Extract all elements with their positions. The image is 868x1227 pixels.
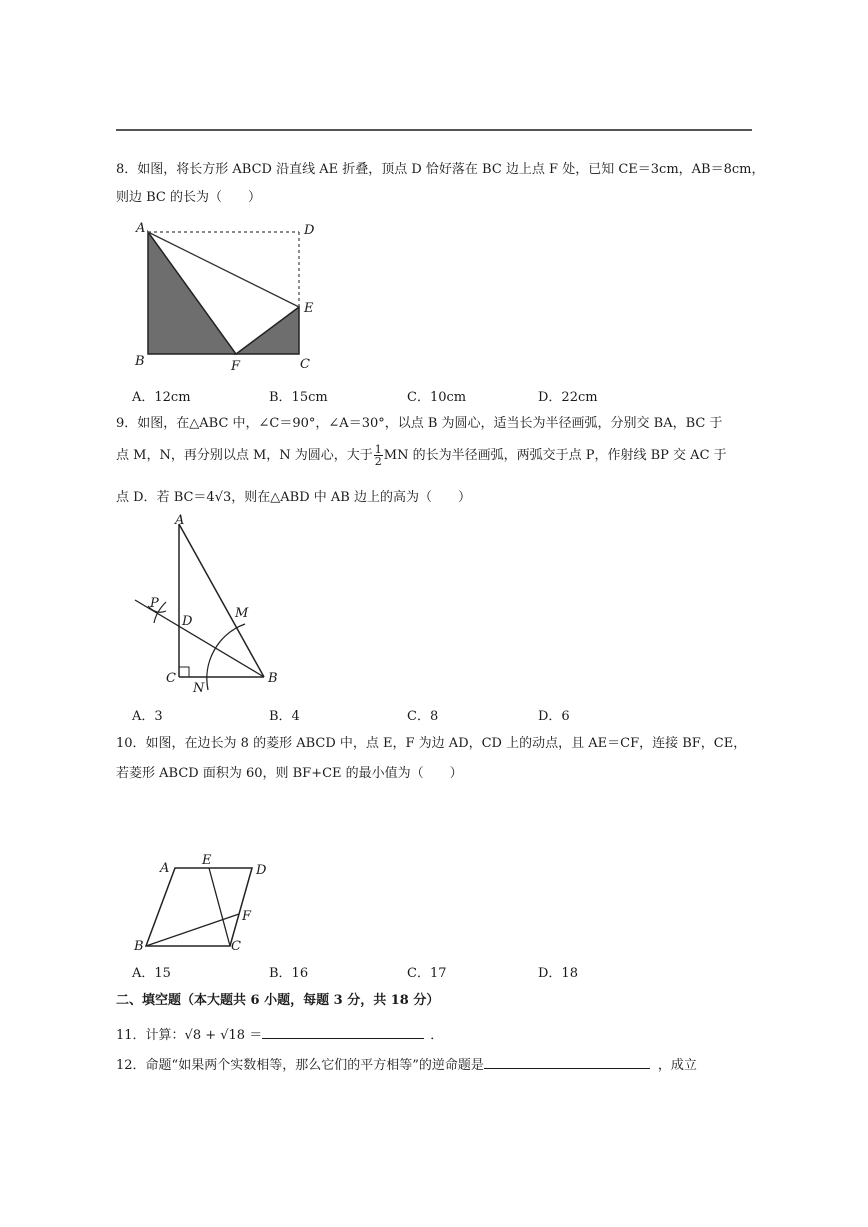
- q8-stem-line1: 8．如图，将长方形 ABCD 沿直线 AE 折叠，顶点 D 恰好落在 BC 边上点 F 处，已知 CE＝3cm，AB＝8cm，: [116, 162, 765, 177]
- q12-line: [116, 1054, 697, 1076]
- q10-option-d: D．18: [538, 966, 578, 981]
- q9-line2-pre: 点 M，N，再分别以点 M，N 为圆心，大于: [116, 448, 373, 463]
- q11-answer-blank[interactable]: [262, 1024, 424, 1039]
- q12-answer-blank[interactable]: [484, 1054, 650, 1069]
- q8-label-f: F: [231, 359, 241, 374]
- q9-stem-line3: 点 D．若 BC＝4√3，则在△ABD 中 AB 边上的高为（ ）: [116, 490, 471, 505]
- q8-shaded-triangle-abf: [148, 232, 236, 354]
- section-2-heading: 二、填空题（本大题共 6 小题，每题 3 分，共 18 分）: [116, 993, 440, 1008]
- q10-stem-line1: 10．如图，在边长为 8 的菱形 ABCD 中，点 E，F 为边 AD，CD 上的动点，且 AE＝CF，连接 BF，CE，: [116, 736, 747, 751]
- q11-line: [116, 1024, 443, 1046]
- q8-label-d: D: [304, 223, 315, 238]
- q8-option-a: A．12cm: [132, 390, 191, 405]
- q9-side-ab: [179, 524, 264, 677]
- q9-stem-line1: 9．如图，在△ABC 中，∠C＝90°，∠A＝30°，以点 B 为圆心，适当长为半径画弧，分别交 BA，BC 于: [116, 416, 723, 431]
- q9-label-a: A: [175, 513, 185, 528]
- q10-stem-line2: 若菱形 ABCD 面积为 60，则 BF+CE 的最小值为（ ）: [116, 766, 463, 781]
- q8-option-c: C．10cm: [407, 390, 467, 405]
- q10-label-d: D: [256, 863, 267, 878]
- q9-label-m: M: [235, 606, 249, 621]
- q9-figure: [128, 512, 288, 697]
- q10-figure: [128, 850, 278, 960]
- q8-shaded-triangle-fce: [236, 307, 299, 354]
- q12-end: ，成立: [657, 1058, 697, 1073]
- q9-option-a: A．3: [132, 709, 163, 724]
- q9-option-c: C．8: [407, 709, 439, 724]
- q10-label-b: B: [134, 939, 144, 954]
- q11-text: 11．计算：√8 + √18 ＝: [116, 1028, 263, 1043]
- header-rule: [116, 129, 752, 131]
- q10-option-b: B．16: [269, 966, 309, 981]
- q8-label-e: E: [304, 301, 314, 316]
- q9-label-c: C: [166, 671, 176, 686]
- q10-label-a: A: [160, 861, 170, 876]
- q9-right-angle-mark: [179, 667, 189, 677]
- q8-label-b: B: [135, 354, 145, 369]
- q10-segment-ec: [209, 868, 230, 946]
- q9-frac-den: 2: [374, 455, 382, 468]
- q10-label-c: C: [231, 939, 241, 954]
- q9-line2-post: MN 的长为半径画弧，两弧交于点 P，作射线 BP 交 AC 于: [383, 448, 727, 463]
- q9-frac-num: 1: [374, 443, 382, 456]
- q8-stem-line2: 则边 BC 的长为（ ）: [116, 190, 262, 205]
- q10-rhombus-abcd: [146, 868, 252, 946]
- q9-label-b: B: [268, 671, 278, 686]
- q8-option-b: B．15cm: [269, 390, 328, 405]
- q9-label-n: N: [193, 681, 205, 696]
- q9-option-d: D．6: [538, 709, 570, 724]
- q10-option-a: A．15: [132, 966, 171, 981]
- q12-text: 12．命题“如果两个实数相等，那么它们的平方相等”的逆命题是: [116, 1058, 484, 1073]
- q9-stem-line2: [116, 444, 727, 467]
- q8-label-a: A: [136, 221, 146, 236]
- q10-label-e: E: [202, 853, 212, 868]
- q9-label-d: D: [182, 614, 193, 629]
- q9-label-p: P: [150, 596, 159, 611]
- q10-option-c: C．17: [407, 966, 447, 981]
- q8-option-d: D．22cm: [538, 390, 598, 405]
- q10-label-f: F: [242, 909, 252, 924]
- q8-figure: [128, 218, 328, 378]
- q9-fraction: [374, 444, 383, 467]
- q11-end: ．: [430, 1028, 444, 1043]
- q8-label-c: C: [300, 357, 310, 372]
- q9-option-b: B．4: [269, 709, 300, 724]
